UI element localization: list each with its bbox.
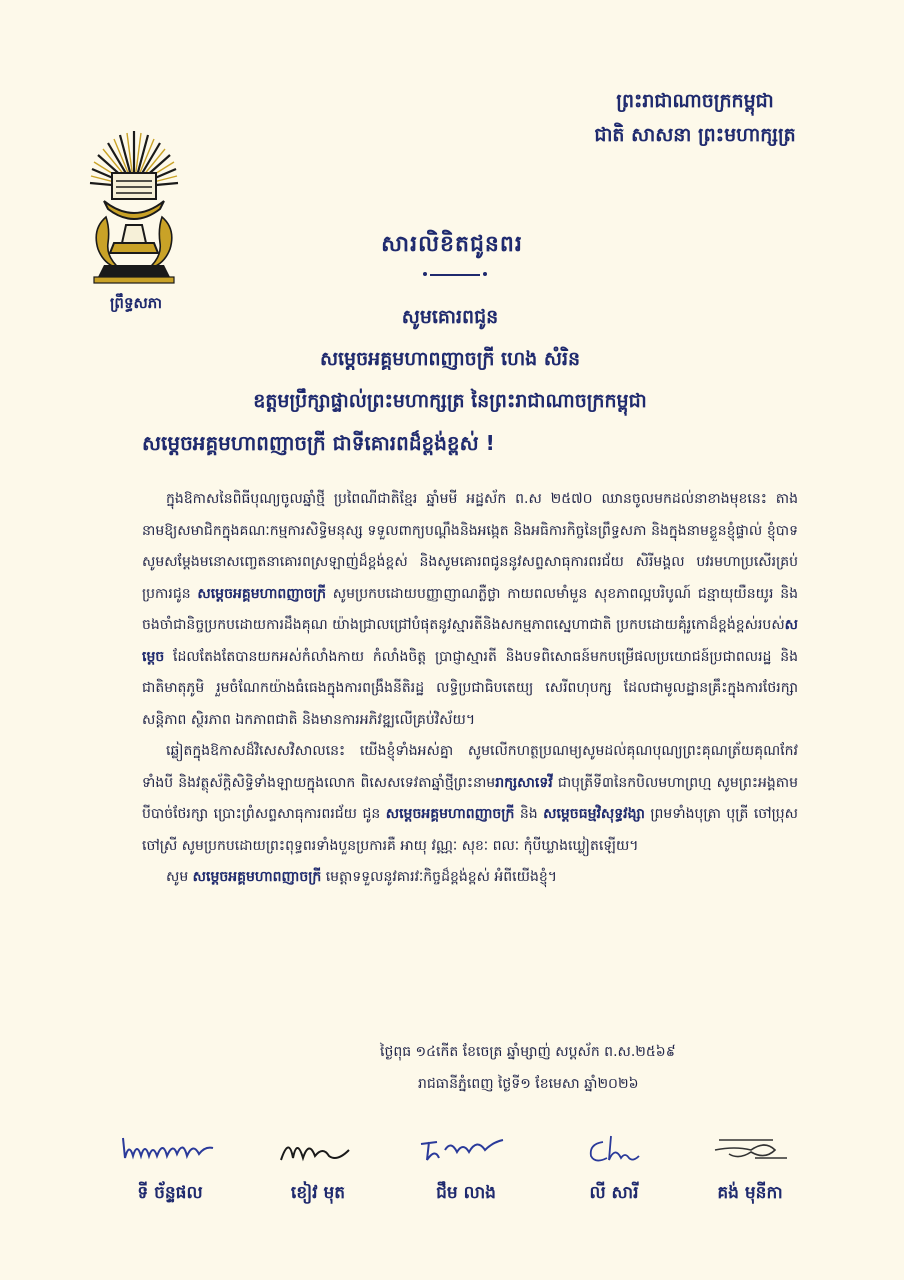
signatory-name: ទី ច័ន្ទផល bbox=[137, 1183, 203, 1203]
signature-icon bbox=[263, 1128, 373, 1168]
body-text-run: ឆ្លៀតក្នុងឱកាសដ៏វិសេសវិសាលនេះ យើងខ្ញុំទាំងអស់គ្នា សូមលើកហត្ថប្រណម្យសូមដល់គុណបុណ្យព្រះគុណត្រ័យគុណកែវទាំងបី និងវត្ថុស័ក្តិសិទ្ធិទាំងឡាយក្នុងលោក ពិសេសទេវតាឆ្នាំថ្មីព្រះនាម bbox=[142, 743, 798, 791]
signatory-name: គង់ មុនីកា bbox=[717, 1183, 783, 1203]
signature-icon bbox=[695, 1128, 805, 1168]
body-text-run: ដែលតែងតែបានយកអស់កំលាំងកាយ កំលាំងចិត្ត ប្រាជ្ញាស្មារតី និងបទពិសោធន៍មកបម្រើផលប្រយោជន៍ប្រជាពលរដ្ឋ និងជាតិមាតុភូមិ រួមចំណែកយ៉ាងធំធេងក្នុងការពង្រឹងនីតិរដ្ឋ លទ្ធិប្រជាធិបតេយ្យ សេរីពហុបក្ស ដែលជាមូលដ្ឋានគ្រឹះក្នុងការថែរក្សាសន្តិភាព ស្ថិរភាព ឯកភាពជាតិ និងមានការអភិវឌ្ឍលើគ្រប់វិស័យ។ bbox=[142, 648, 798, 728]
motto-kingdom: ព្រះរាជាណាចក្រកម្ពុជា bbox=[616, 90, 774, 112]
signature-icon bbox=[559, 1128, 669, 1168]
national-motto bbox=[560, 84, 830, 152]
body-text-run: និង bbox=[514, 806, 544, 822]
recipient-line-name: សម្តេចអគ្គមហាពញាចក្រី ហេង សំរិន bbox=[319, 348, 581, 370]
body-text-run: ព្រមទាំងបុត្រា បុត្រី ចៅប្រុស ចៅស្រី សូមប្រកបដោយព្រះពុទ្ធពរទាំងបួនប្រការគឺ អាយុ វណ្ណៈ សុខៈ ពលៈ កុំបីឃ្លាងឃ្លៀតឡើយ។ bbox=[142, 806, 798, 854]
signature-icon bbox=[115, 1128, 225, 1168]
body-text-run: សូម bbox=[166, 869, 193, 885]
body-bold-run: សម្តេចអគ្គមហាពញាចក្រី bbox=[385, 806, 515, 822]
recipient-line-respectfully: សូមគោរពជូន bbox=[401, 306, 499, 328]
signatory-name: លី សារី bbox=[589, 1183, 639, 1203]
document-title: សារលិខិតជូនពរ bbox=[381, 232, 523, 257]
body-bold-run: សម្តេចអគ្គមហាពញាចក្រី bbox=[197, 585, 326, 602]
signatory-name: ខៀវ មុត bbox=[290, 1183, 346, 1203]
body-paragraph-1 bbox=[142, 484, 798, 736]
signatory-5 bbox=[680, 1128, 820, 1207]
institution-label: ព្រឹទ្ធសភា bbox=[109, 294, 163, 312]
date-block bbox=[380, 1036, 820, 1100]
signatures-row bbox=[100, 1128, 820, 1218]
body-text-run: ក្នុងឱកាសនៃពិធីបុណ្យចូលឆ្នាំថ្មី ប្រពៃណីជាតិខ្មែរ ឆ្នាំមមី អដ្ឋស័ក ព.ស ២៥៧០ ឈានចូលមកដល់នាខាងមុខនេះ តាងនាមឱ្យសមាជិកក្នុងគណៈកម្មការសិទ្ធិមនុស្ស ទទួលពាក្យបណ្តឹងនិងអង្កេត និងអធិការកិច្ចនៃព្រឹទ្ធសភា និងក្នុងនាមខ្លួនខ្ញុំផ្ទាល់ ខ្ញុំបាទសូមសម្តែងមនោសញ្ចេតនាគោរពស្រឡាញ់ដ៏ខ្ពង់ខ្ពស់ និងសូមគោរពជូននូវសព្ទសាធុការពរជ័យ សិរីមង្គល បវរមហាប្រសើរគ្រប់ប្រការជូន bbox=[142, 491, 798, 602]
body-paragraph-2 bbox=[142, 736, 798, 862]
signatory-2 bbox=[248, 1128, 388, 1207]
body-bold-run: សម្តេចអគ្គមហាពញាចក្រី bbox=[192, 869, 322, 885]
signatory-name: ជឹម លាង bbox=[436, 1183, 496, 1203]
letter-body bbox=[142, 484, 798, 894]
body-text-run: មេត្តាទទួលនូវគារវៈកិច្ចដ៏ខ្ពង់ខ្ពស់ អំពីយើងខ្ញុំ។ bbox=[321, 869, 557, 885]
motto-nation-religion-king: ជាតិ សាសនា ព្រះមហាក្សត្រ bbox=[594, 124, 796, 146]
signatory-4 bbox=[544, 1128, 684, 1207]
title-divider bbox=[430, 274, 480, 276]
signature-icon bbox=[411, 1128, 521, 1168]
body-text-run: ជាបុត្រីទី៣នៃកបិលមហាព្រហ្ម សូមព្រះអង្គតាមបីបាច់ថែរក្សា ប្រោះព្រំសព្ទសាធុការពរជ័យ ជូន bbox=[142, 774, 798, 822]
recipient-line-title: ឧត្តមប្រឹក្សាផ្ទាល់ព្រះមហាក្សត្រ នៃព្រះរាជាណាចក្រកម្ពុជា bbox=[253, 390, 647, 412]
body-text-run: សូមប្រកបដោយបញ្ញាញាណភ្លឺថ្លា កាយពលមាំមួន សុខភាពល្អបរិបូណ៍ ជន្មាយុយឺនយូរ និងចងចាំជានិច្ចប្រកបដោយការដឹងគុណ យ៉ាងជ្រាលជ្រៅបំផុតនូវស្មារតីនិងសកម្មភាពស្នេហាជាតិ ប្រកបដោយគុំរូកោដ៏ខ្ពង់ខ្ពស់របស់ bbox=[142, 585, 798, 633]
body-bold-run: សម្តេច bbox=[142, 617, 798, 665]
body-bold-run: រាក្សសាទេវី bbox=[495, 774, 553, 791]
recipient-block bbox=[150, 296, 750, 422]
body-bold-run: សម្តេចធម្មវិសុទ្ធវង្សា bbox=[543, 806, 645, 822]
signatory-3 bbox=[396, 1128, 536, 1207]
lunar-date: ថ្ងៃពុធ ១៤កើត ខែចេត្រ ឆ្នាំម្សាញ់ សប្តស័ក ព.ស.២៥៦៩ bbox=[380, 1044, 676, 1060]
salutation: សម្តេចអគ្គមហាពញាចក្រី ជាទីគោរពដ៏ខ្ពង់ខ្ពស់ ! bbox=[142, 431, 495, 455]
signatory-1 bbox=[100, 1128, 240, 1207]
body-paragraph-3 bbox=[142, 862, 798, 894]
solar-date: រាជធានីភ្នំពេញ ថ្ងៃទី១ ខែមេសា ឆ្នាំ២០២៦ bbox=[418, 1076, 639, 1092]
senate-emblem-icon bbox=[86, 125, 182, 290]
